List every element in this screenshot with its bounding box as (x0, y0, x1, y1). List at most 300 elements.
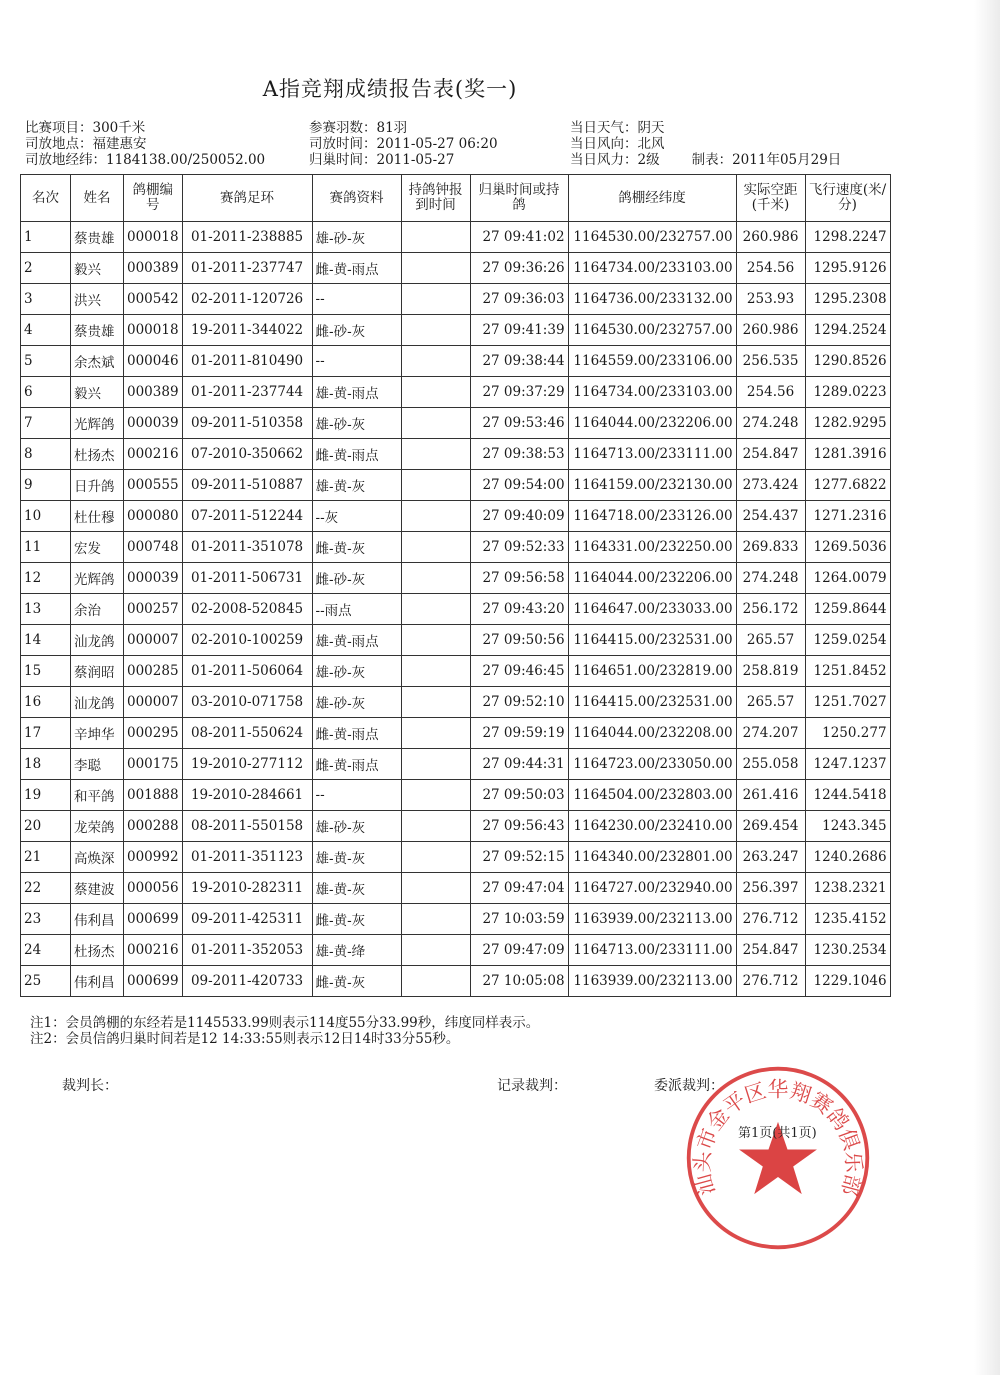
cell-bird-info: 雌-黄-雨点 (312, 253, 401, 284)
cell-bird-info: -- (312, 284, 401, 315)
cell-loft-coordinates: 1164713.00/233111.00 (568, 439, 736, 470)
cell-speed: 1250.277 (805, 718, 890, 749)
cell-loft-id: 000992 (124, 842, 183, 873)
footnote: 注1：会员鸽棚的东经若是1145533.99则表示114度55分33.99秒，纬度同样表示。 (30, 1015, 540, 1031)
table-row (21, 935, 891, 966)
table-row (21, 532, 891, 563)
cell-loft-coordinates: 1164647.00/233033.00 (568, 594, 736, 625)
cell-arrival-time: 27 09:36:26 (470, 253, 568, 284)
cell-loft-id: 000216 (124, 935, 183, 966)
cell-rank: 13 (21, 594, 71, 625)
cell-loft-coordinates: 1164415.00/232531.00 (568, 687, 736, 718)
cell-distance: 254.437 (736, 501, 805, 532)
header-bird-info: 赛鸽资料 (312, 175, 401, 222)
cell-rank: 18 (21, 749, 71, 780)
meta-label: 归巢时间： (309, 152, 377, 168)
cell-ring: 01-2011-506064 (182, 656, 312, 687)
cell-loft-id: 000295 (124, 718, 183, 749)
meta-label: 当日风向： (570, 136, 638, 152)
cell-speed: 1271.2316 (805, 501, 890, 532)
cell-rank: 11 (21, 532, 71, 563)
cell-ring: 01-2011-351078 (182, 532, 312, 563)
header-arrival-time: 归巢时间或持鸽 (470, 175, 568, 222)
cell-loft-id: 000018 (124, 222, 183, 253)
cell-name: 高焕深 (71, 842, 124, 873)
table-row (21, 625, 891, 656)
cell-arrival-time: 27 09:53:46 (470, 408, 568, 439)
cell-loft-id: 000007 (124, 687, 183, 718)
cell-loft-id: 000389 (124, 377, 183, 408)
release-location-row (25, 136, 265, 152)
cell-clock-time (401, 749, 470, 780)
cell-ring: 09-2011-420733 (182, 966, 312, 997)
cell-ring: 19-2011-344022 (182, 315, 312, 346)
cell-loft-id: 000039 (124, 563, 183, 594)
cell-bird-info: 雌-砂-灰 (312, 315, 401, 346)
cell-arrival-time: 27 09:41:02 (470, 222, 568, 253)
cell-arrival-time: 27 09:38:53 (470, 439, 568, 470)
cell-distance: 253.93 (736, 284, 805, 315)
cell-rank: 24 (21, 935, 71, 966)
meta-value: 2011-05-27 (376, 152, 455, 168)
cell-rank: 6 (21, 377, 71, 408)
cell-rank: 8 (21, 439, 71, 470)
cell-bird-info: -- (312, 346, 401, 377)
cell-distance: 255.058 (736, 749, 805, 780)
cell-speed: 1259.8644 (805, 594, 890, 625)
cell-loft-coordinates: 1164044.00/232206.00 (568, 408, 736, 439)
cell-speed: 1235.4152 (805, 904, 890, 935)
results-body (21, 222, 891, 997)
race-info-column-2 (309, 120, 498, 168)
cell-speed: 1243.345 (805, 811, 890, 842)
cell-name: 毅兴 (71, 377, 124, 408)
meta-value: 北风 (637, 136, 665, 152)
cell-speed: 1269.5036 (805, 532, 890, 563)
cell-loft-id: 000699 (124, 966, 183, 997)
cell-loft-coordinates: 1164530.00/232757.00 (568, 222, 736, 253)
header-clock-time: 持鸽钟报到时间 (401, 175, 470, 222)
cell-rank: 7 (21, 408, 71, 439)
cell-loft-id: 000056 (124, 873, 183, 904)
cell-clock-time (401, 284, 470, 315)
cell-speed: 1251.8452 (805, 656, 890, 687)
cell-ring: 08-2011-550158 (182, 811, 312, 842)
cell-name: 蔡贵雄 (71, 222, 124, 253)
meta-label: 司放地点： (25, 136, 93, 152)
cell-bird-info: 雌-黄-雨点 (312, 439, 401, 470)
meta-value: 福建惠安 (92, 136, 147, 152)
cell-bird-info: 雄-砂-灰 (312, 656, 401, 687)
cell-loft-id: 000046 (124, 346, 183, 377)
cell-loft-coordinates: 1164340.00/232801.00 (568, 842, 736, 873)
cell-name: 汕龙鸽 (71, 687, 124, 718)
cell-loft-id: 001888 (124, 780, 183, 811)
table-row (21, 253, 891, 284)
cell-clock-time (401, 408, 470, 439)
cell-bird-info: 雄-砂-灰 (312, 687, 401, 718)
chief-judge-signature: 裁判长： (62, 1078, 118, 1094)
cell-bird-info: 雄-黄-绛 (312, 935, 401, 966)
cell-loft-id: 000748 (124, 532, 183, 563)
meta-label: 当日风力： (570, 152, 638, 168)
header-speed: 飞行速度(米/分) (805, 175, 890, 222)
table-row (21, 656, 891, 687)
cell-arrival-time: 27 09:56:58 (470, 563, 568, 594)
cell-loft-coordinates: 1164734.00/233103.00 (568, 377, 736, 408)
cell-arrival-time: 27 09:36:03 (470, 284, 568, 315)
cell-arrival-time: 27 10:03:59 (470, 904, 568, 935)
cell-bird-info: 雌-黄-雨点 (312, 749, 401, 780)
cell-loft-coordinates: 1163939.00/232113.00 (568, 904, 736, 935)
cell-distance: 258.819 (736, 656, 805, 687)
race-info (25, 120, 925, 172)
header-ring: 赛鸽足环 (182, 175, 312, 222)
cell-ring: 19-2010-282311 (182, 873, 312, 904)
cell-rank: 5 (21, 346, 71, 377)
cell-speed: 1295.9126 (805, 253, 890, 284)
cell-speed: 1277.6822 (805, 470, 890, 501)
table-row (21, 377, 891, 408)
wind-force-row (570, 152, 841, 168)
table-row (21, 718, 891, 749)
cell-clock-time (401, 935, 470, 966)
table-row (21, 501, 891, 532)
footnote: 注2：会员信鸽归巢时间若是12 14:33:55则表示12日14时33分55秒。 (30, 1031, 460, 1047)
cell-speed: 1244.5418 (805, 780, 890, 811)
cell-rank: 4 (21, 315, 71, 346)
cell-arrival-time: 27 09:44:31 (470, 749, 568, 780)
cell-loft-coordinates: 1164734.00/233103.00 (568, 253, 736, 284)
cell-speed: 1290.8526 (805, 346, 890, 377)
cell-loft-coordinates: 1164713.00/233111.00 (568, 935, 736, 966)
cell-loft-id: 000018 (124, 315, 183, 346)
cell-arrival-time: 27 09:50:56 (470, 625, 568, 656)
cell-distance: 269.833 (736, 532, 805, 563)
cell-ring: 09-2011-510887 (182, 470, 312, 501)
cell-speed: 1295.2308 (805, 284, 890, 315)
cell-bird-info: 雌-黄-灰 (312, 966, 401, 997)
cell-ring: 09-2011-425311 (182, 904, 312, 935)
cell-arrival-time: 27 09:56:43 (470, 811, 568, 842)
cell-ring: 01-2011-351123 (182, 842, 312, 873)
cell-arrival-time: 27 09:52:10 (470, 687, 568, 718)
cell-ring: 01-2011-506731 (182, 563, 312, 594)
cell-arrival-time: 27 09:52:33 (470, 532, 568, 563)
cell-rank: 25 (21, 966, 71, 997)
cell-bird-info: -- (312, 780, 401, 811)
cell-bird-info: 雌-黄-灰 (312, 904, 401, 935)
club-seal-stamp (683, 1063, 873, 1253)
cell-speed: 1264.0079 (805, 563, 890, 594)
table-row (21, 904, 891, 935)
cell-distance: 276.712 (736, 966, 805, 997)
cell-loft-id: 000007 (124, 625, 183, 656)
cell-distance: 256.172 (736, 594, 805, 625)
cell-distance: 254.56 (736, 377, 805, 408)
cell-bird-info: 雄-黄-灰 (312, 470, 401, 501)
cell-ring: 02-2011-120726 (182, 284, 312, 315)
table-row (21, 687, 891, 718)
cell-bird-info: 雄-黄-雨点 (312, 377, 401, 408)
table-row (21, 594, 891, 625)
cell-speed: 1251.7027 (805, 687, 890, 718)
cell-ring: 02-2008-520845 (182, 594, 312, 625)
header-loft-id: 鸽棚编号 (124, 175, 183, 222)
cell-ring: 01-2011-237744 (182, 377, 312, 408)
cell-rank: 2 (21, 253, 71, 284)
cell-name: 日升鸽 (71, 470, 124, 501)
table-row (21, 811, 891, 842)
cell-loft-id: 000216 (124, 439, 183, 470)
meta-label: 司放时间： (309, 136, 377, 152)
cell-distance: 276.712 (736, 904, 805, 935)
cell-ring: 07-2011-512244 (182, 501, 312, 532)
cell-distance: 254.847 (736, 935, 805, 966)
table-row (21, 470, 891, 501)
cell-loft-id: 000175 (124, 749, 183, 780)
cell-speed: 1282.9295 (805, 408, 890, 439)
entries-count-row (309, 120, 498, 136)
cell-arrival-time: 27 09:37:29 (470, 377, 568, 408)
made-date-label: 制表： (691, 152, 733, 168)
cell-speed: 1289.0223 (805, 377, 890, 408)
cell-speed: 1230.2534 (805, 935, 890, 966)
cell-loft-id: 000080 (124, 501, 183, 532)
cell-distance: 263.247 (736, 842, 805, 873)
table-row (21, 842, 891, 873)
cell-name: 辛坤华 (71, 718, 124, 749)
cell-loft-id: 000039 (124, 408, 183, 439)
cell-loft-coordinates: 1164415.00/232531.00 (568, 625, 736, 656)
cell-loft-id: 000699 (124, 904, 183, 935)
cell-distance: 269.454 (736, 811, 805, 842)
cell-loft-coordinates: 1164651.00/232819.00 (568, 656, 736, 687)
cell-distance: 256.535 (736, 346, 805, 377)
table-row (21, 408, 891, 439)
meta-label: 参赛羽数： (309, 120, 377, 136)
header-loft-coordinates: 鸽棚经纬度 (568, 175, 736, 222)
table-row (21, 780, 891, 811)
table-header-row (21, 175, 891, 222)
cell-clock-time (401, 439, 470, 470)
cell-rank: 20 (21, 811, 71, 842)
report-title: A指竞翔成绩报告表(奖一) (262, 77, 518, 101)
cell-speed: 1294.2524 (805, 315, 890, 346)
cell-name: 宏发 (71, 532, 124, 563)
cell-name: 余杰斌 (71, 346, 124, 377)
cell-distance: 260.986 (736, 315, 805, 346)
meta-value: 1184138.00/250052.00 (106, 152, 266, 168)
cell-distance: 260.986 (736, 222, 805, 253)
cell-arrival-time: 27 09:43:20 (470, 594, 568, 625)
cell-arrival-time: 27 09:59:19 (470, 718, 568, 749)
table-row (21, 439, 891, 470)
cell-distance: 261.416 (736, 780, 805, 811)
cell-rank: 9 (21, 470, 71, 501)
cell-distance: 274.248 (736, 408, 805, 439)
wind-direction-row (570, 136, 841, 152)
cell-speed: 1247.1237 (805, 749, 890, 780)
cell-loft-coordinates: 1164559.00/233106.00 (568, 346, 736, 377)
header-name: 姓名 (71, 175, 124, 222)
cell-bird-info: 雄-黄-灰 (312, 873, 401, 904)
cell-loft-coordinates: 1164736.00/233132.00 (568, 284, 736, 315)
cell-rank: 21 (21, 842, 71, 873)
cell-ring: 01-2011-352053 (182, 935, 312, 966)
cell-bird-info: 雌-黄-雨点 (312, 718, 401, 749)
cell-speed: 1229.1046 (805, 966, 890, 997)
cell-ring: 08-2011-550624 (182, 718, 312, 749)
cell-clock-time (401, 563, 470, 594)
cell-arrival-time: 27 09:52:15 (470, 842, 568, 873)
cell-clock-time (401, 501, 470, 532)
cell-speed: 1298.2247 (805, 222, 890, 253)
cell-loft-coordinates: 1164159.00/232130.00 (568, 470, 736, 501)
stamp-text: 汕头市金平区华翔赛鸽俱乐部 (690, 1077, 866, 1199)
cell-clock-time (401, 718, 470, 749)
footnotes (30, 1015, 539, 1047)
cell-rank: 10 (21, 501, 71, 532)
cell-loft-coordinates: 1163939.00/232113.00 (568, 966, 736, 997)
table-row (21, 346, 891, 377)
cell-loft-id: 000542 (124, 284, 183, 315)
cell-loft-coordinates: 1164723.00/233050.00 (568, 749, 736, 780)
meta-value: 2级 (637, 152, 660, 168)
cell-distance: 273.424 (736, 470, 805, 501)
cell-name: 伟利昌 (71, 966, 124, 997)
cell-arrival-time: 27 09:47:04 (470, 873, 568, 904)
cell-distance: 274.248 (736, 563, 805, 594)
cell-loft-coordinates: 1164230.00/232410.00 (568, 811, 736, 842)
cell-bird-info: 雄-砂-灰 (312, 222, 401, 253)
made-date-value: 2011年05月29日 (732, 152, 842, 168)
cell-ring: 09-2011-510358 (182, 408, 312, 439)
cell-arrival-time: 27 10:05:08 (470, 966, 568, 997)
race-item-row (25, 120, 265, 136)
cell-clock-time (401, 873, 470, 904)
cell-rank: 17 (21, 718, 71, 749)
meta-value: 2011-05-27 06:20 (376, 136, 498, 152)
cell-bird-info: --雨点 (312, 594, 401, 625)
cell-speed: 1238.2321 (805, 873, 890, 904)
page-edge-shadow (974, 0, 1000, 1375)
meta-label: 当日天气： (570, 120, 638, 136)
cell-rank: 22 (21, 873, 71, 904)
cell-clock-time (401, 470, 470, 501)
release-time-row (309, 136, 498, 152)
meta-value: 81羽 (376, 120, 408, 136)
cell-distance: 265.57 (736, 625, 805, 656)
cell-clock-time (401, 315, 470, 346)
cell-arrival-time: 27 09:46:45 (470, 656, 568, 687)
cell-clock-time (401, 625, 470, 656)
cell-bird-info: 雌-黄-灰 (312, 532, 401, 563)
cell-arrival-time: 27 09:47:09 (470, 935, 568, 966)
cell-ring: 01-2011-237747 (182, 253, 312, 284)
return-time-row (309, 152, 498, 168)
cell-loft-coordinates: 1164331.00/232250.00 (568, 532, 736, 563)
cell-rank: 12 (21, 563, 71, 594)
cell-loft-coordinates: 1164504.00/232803.00 (568, 780, 736, 811)
race-info-column-3 (570, 120, 841, 168)
cell-loft-id: 000257 (124, 594, 183, 625)
meta-label: 比赛项目： (25, 120, 93, 136)
cell-arrival-time: 27 09:54:00 (470, 470, 568, 501)
cell-clock-time (401, 842, 470, 873)
cell-distance: 254.847 (736, 439, 805, 470)
cell-arrival-time: 27 09:38:44 (470, 346, 568, 377)
cell-distance: 265.57 (736, 687, 805, 718)
table-row (21, 222, 891, 253)
cell-clock-time (401, 594, 470, 625)
cell-rank: 19 (21, 780, 71, 811)
cell-name: 毅兴 (71, 253, 124, 284)
cell-speed: 1240.2686 (805, 842, 890, 873)
table-row (21, 563, 891, 594)
table-row (21, 873, 891, 904)
cell-loft-id: 000288 (124, 811, 183, 842)
cell-clock-time (401, 253, 470, 284)
table-row (21, 315, 891, 346)
cell-name: 杜扬杰 (71, 439, 124, 470)
cell-name: 龙荣鸽 (71, 811, 124, 842)
cell-ring: 01-2011-810490 (182, 346, 312, 377)
cell-bird-info: 雄-黄-灰 (312, 842, 401, 873)
cell-name: 光辉鸽 (71, 563, 124, 594)
cell-arrival-time: 27 09:40:09 (470, 501, 568, 532)
delegate-judge-signature: 委派裁判： (654, 1078, 724, 1094)
weather-row (570, 120, 841, 136)
cell-clock-time (401, 687, 470, 718)
cell-clock-time (401, 811, 470, 842)
meta-value: 阴天 (637, 120, 665, 136)
cell-name: 洪兴 (71, 284, 124, 315)
cell-loft-coordinates: 1164044.00/232206.00 (568, 563, 736, 594)
cell-name: 余治 (71, 594, 124, 625)
cell-ring: 02-2010-100259 (182, 625, 312, 656)
record-judge-signature: 记录裁判： (497, 1078, 567, 1094)
cell-loft-id: 000389 (124, 253, 183, 284)
cell-clock-time (401, 346, 470, 377)
meta-label: 司放地经纬： (25, 152, 106, 168)
cell-loft-coordinates: 1164044.00/232208.00 (568, 718, 736, 749)
cell-bird-info: 雄-砂-灰 (312, 408, 401, 439)
page-number: 第1页(共1页) (738, 1126, 817, 1141)
cell-arrival-time: 27 09:41:39 (470, 315, 568, 346)
cell-name: 蔡建波 (71, 873, 124, 904)
cell-ring: 19-2010-277112 (182, 749, 312, 780)
cell-ring: 07-2010-350662 (182, 439, 312, 470)
cell-distance: 274.207 (736, 718, 805, 749)
cell-loft-coordinates: 1164727.00/232940.00 (568, 873, 736, 904)
cell-arrival-time: 27 09:50:03 (470, 780, 568, 811)
cell-bird-info: 雄-砂-灰 (312, 811, 401, 842)
cell-rank: 16 (21, 687, 71, 718)
results-table (20, 174, 891, 997)
header-rank: 名次 (21, 175, 71, 222)
cell-bird-info: --灰 (312, 501, 401, 532)
cell-loft-coordinates: 1164530.00/232757.00 (568, 315, 736, 346)
header-distance: 实际空距(千米) (736, 175, 805, 222)
table-row (21, 284, 891, 315)
cell-clock-time (401, 904, 470, 935)
cell-name: 杜扬杰 (71, 935, 124, 966)
cell-distance: 256.397 (736, 873, 805, 904)
cell-name: 蔡贵雄 (71, 315, 124, 346)
cell-clock-time (401, 780, 470, 811)
cell-clock-time (401, 532, 470, 563)
